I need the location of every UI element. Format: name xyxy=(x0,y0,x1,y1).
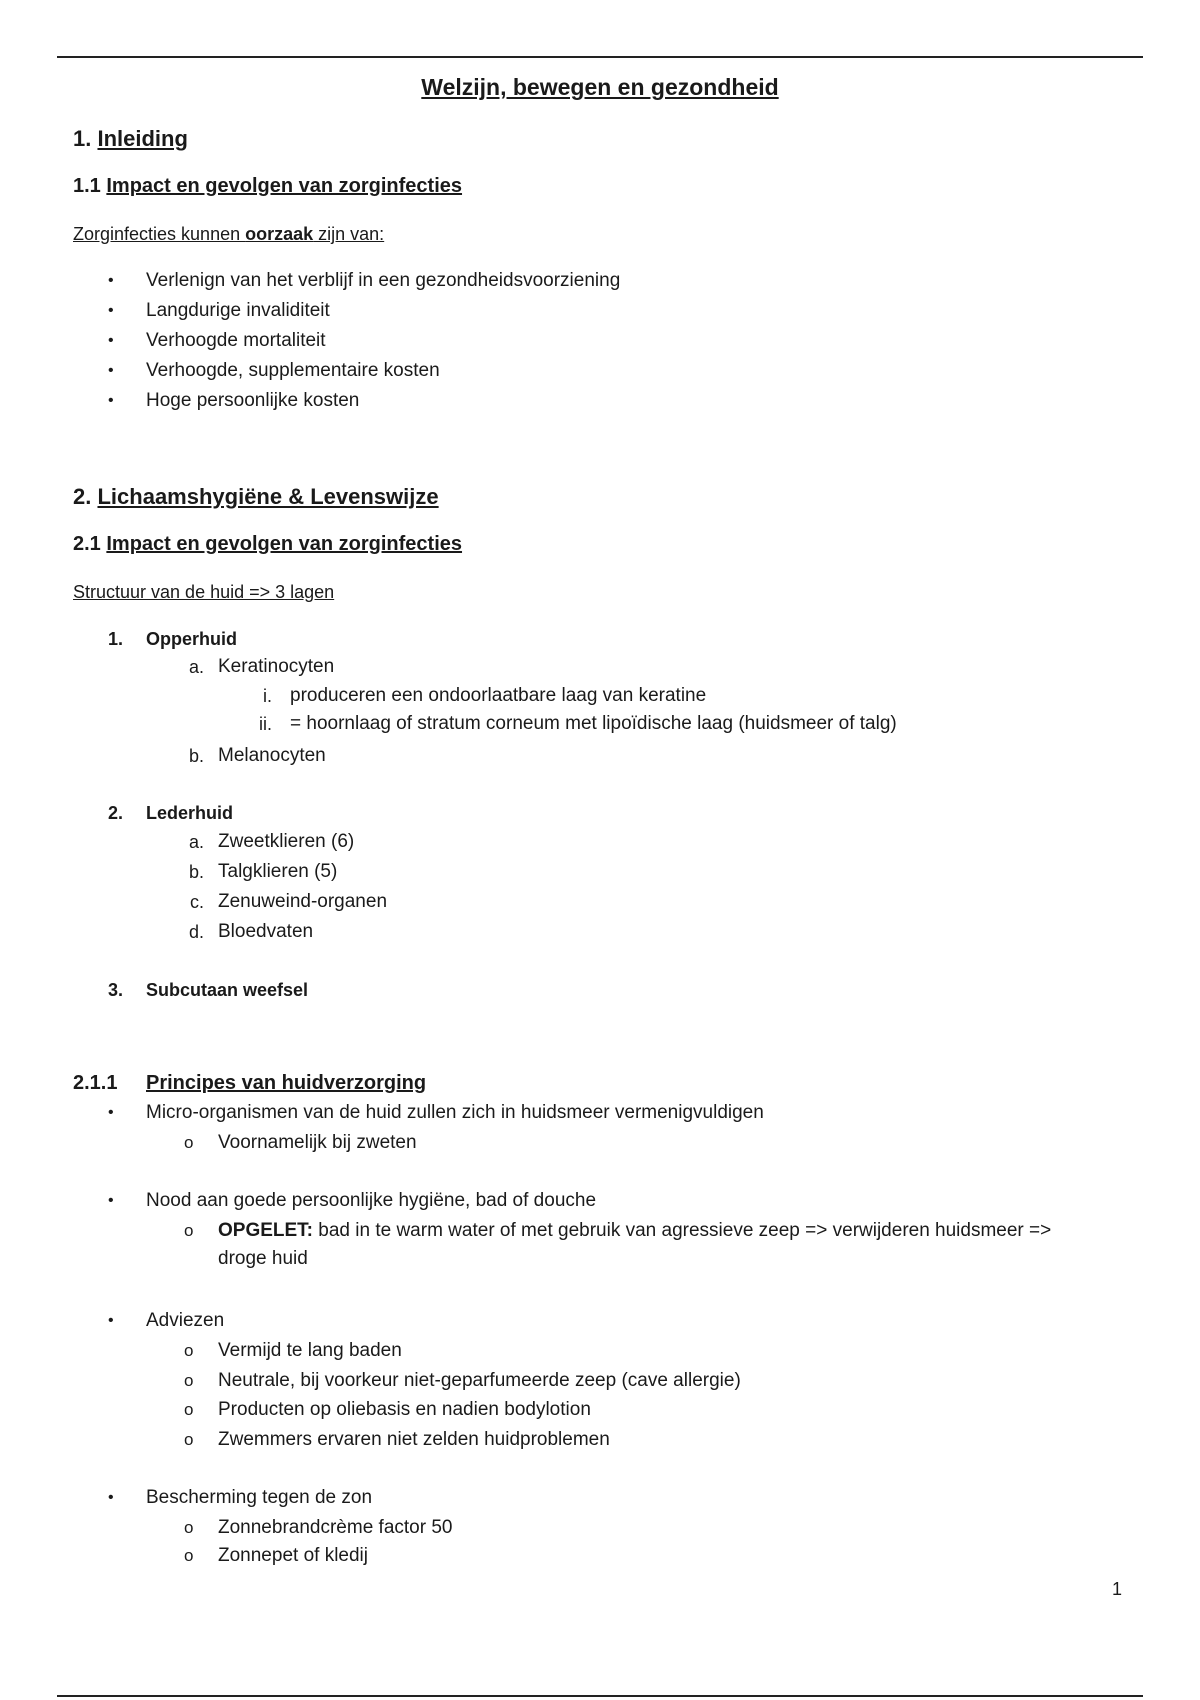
subsection-number: 1.1 xyxy=(73,175,101,197)
list-item: Micro-organismen van de huid zullen zich in huidsmeer vermenigvuldigen xyxy=(146,1102,764,1123)
list-item: Vermijd te lang baden xyxy=(218,1340,402,1361)
list-item: = hoornlaag of stratum corneum met lipoïdische laag (huidsmeer of talg) xyxy=(290,713,897,734)
list-marker: a. xyxy=(188,832,204,852)
list-item: OPGELET: bad in te warm water of met gebruik van agressieve zeep => verwijderen huidsmeer => xyxy=(218,1220,1052,1241)
list-marker: i. xyxy=(263,686,272,706)
list-item: Zenuweind-organen xyxy=(218,891,388,912)
list-item: Zwemmers ervaren niet zelden huidproblemen xyxy=(218,1429,610,1450)
section-1-heading xyxy=(73,126,188,152)
circle-bullet: o xyxy=(184,1400,194,1419)
list-number: 1. xyxy=(108,629,124,649)
bullet: • xyxy=(108,1104,114,1121)
list-marker: c. xyxy=(189,892,204,912)
section-title: Inleiding xyxy=(97,126,188,151)
layer-label: Opperhuid xyxy=(146,629,237,649)
bullet: • xyxy=(108,392,114,409)
section-2-heading xyxy=(73,484,439,510)
list-item: Zonnepet of kledij xyxy=(218,1545,368,1566)
list-marker: ii. xyxy=(259,714,272,734)
list-item: Zweetklieren (6) xyxy=(218,831,355,852)
subsection-title: Impact en gevolgen van zorginfecties xyxy=(106,533,463,555)
bullet: • xyxy=(108,362,114,379)
subsection-title: Impact en gevolgen van zorginfecties xyxy=(106,175,463,197)
list-marker: d. xyxy=(188,922,204,942)
bullet: • xyxy=(108,302,114,319)
list-item: Zonnebrandcrème factor 50 xyxy=(218,1517,453,1538)
bullet: • xyxy=(108,1192,114,1209)
list-item: Verlenign van het verblijf in een gezondheidsvoorziening xyxy=(146,270,621,291)
bullet: • xyxy=(108,332,114,349)
section-number: 1. xyxy=(73,126,92,151)
bullet: • xyxy=(108,1312,114,1329)
circle-bullet: o xyxy=(184,1518,194,1537)
list-item: Verhoogde, supplementaire kosten xyxy=(146,360,440,381)
list-number: 3. xyxy=(108,980,124,1000)
subsubsection-title: Principes van huidverzorging xyxy=(146,1072,427,1094)
list-item-continuation: droge huid xyxy=(218,1248,308,1269)
layer-label: Lederhuid xyxy=(146,803,234,823)
list-item: Neutrale, bij voorkeur niet-geparfumeerde zeep (cave allergie) xyxy=(218,1370,741,1391)
layer-label: Subcutaan weefsel xyxy=(146,980,309,1000)
intro-text: Zorginfecties kunnen oorzaak zijn van: xyxy=(73,224,385,244)
circle-bullet: o xyxy=(184,1430,194,1449)
circle-bullet: o xyxy=(184,1371,194,1390)
list-item: Adviezen xyxy=(146,1310,225,1331)
circle-bullet: o xyxy=(184,1546,194,1565)
list-item: Producten op oliebasis en nadien bodylotion xyxy=(218,1399,591,1420)
list-number: 2. xyxy=(108,803,124,823)
subsection-1-1-heading xyxy=(73,175,462,198)
list-item: Nood aan goede persoonlijke hygiëne, bad of douche xyxy=(146,1190,597,1211)
list-item: Hoge persoonlijke kosten xyxy=(146,390,360,411)
list-item: Langdurige invaliditeit xyxy=(146,300,330,321)
bullet: • xyxy=(108,1489,114,1506)
top-rule xyxy=(57,56,1143,58)
list-item: Voornamelijk bij zweten xyxy=(218,1132,417,1153)
list-marker: a. xyxy=(188,657,204,677)
bottom-rule xyxy=(57,1695,1143,1697)
list-marker: b. xyxy=(188,746,204,766)
bullet: • xyxy=(108,272,114,289)
list-item: Bloedvaten xyxy=(218,921,314,942)
subsection-2-1-heading xyxy=(73,533,462,556)
list-item: Melanocyten xyxy=(218,745,326,766)
list-item: produceren een ondoorlaatbare laag van keratine xyxy=(290,685,707,706)
list-item: Verhoogde mortaliteit xyxy=(146,330,326,351)
document-title: Welzijn, bewegen en gezondheid xyxy=(421,74,779,100)
circle-bullet: o xyxy=(184,1341,194,1360)
page-number: 1 xyxy=(1112,1579,1123,1599)
list-marker: b. xyxy=(188,862,204,882)
list-item: Keratinocyten xyxy=(218,656,335,677)
circle-bullet: o xyxy=(184,1133,194,1152)
list-item: Talgklieren (5) xyxy=(218,861,338,882)
circle-bullet: o xyxy=(184,1221,194,1240)
subsection-number: 2.1 xyxy=(73,533,101,555)
section-number: 2. xyxy=(73,484,92,509)
subsubsection-number: 2.1.1 xyxy=(73,1072,118,1094)
intro-text: Structuur van de huid => 3 lagen xyxy=(73,582,335,602)
section-title: Lichaamshygiëne & Levenswijze xyxy=(97,484,439,509)
list-item: Bescherming tegen de zon xyxy=(146,1487,373,1508)
